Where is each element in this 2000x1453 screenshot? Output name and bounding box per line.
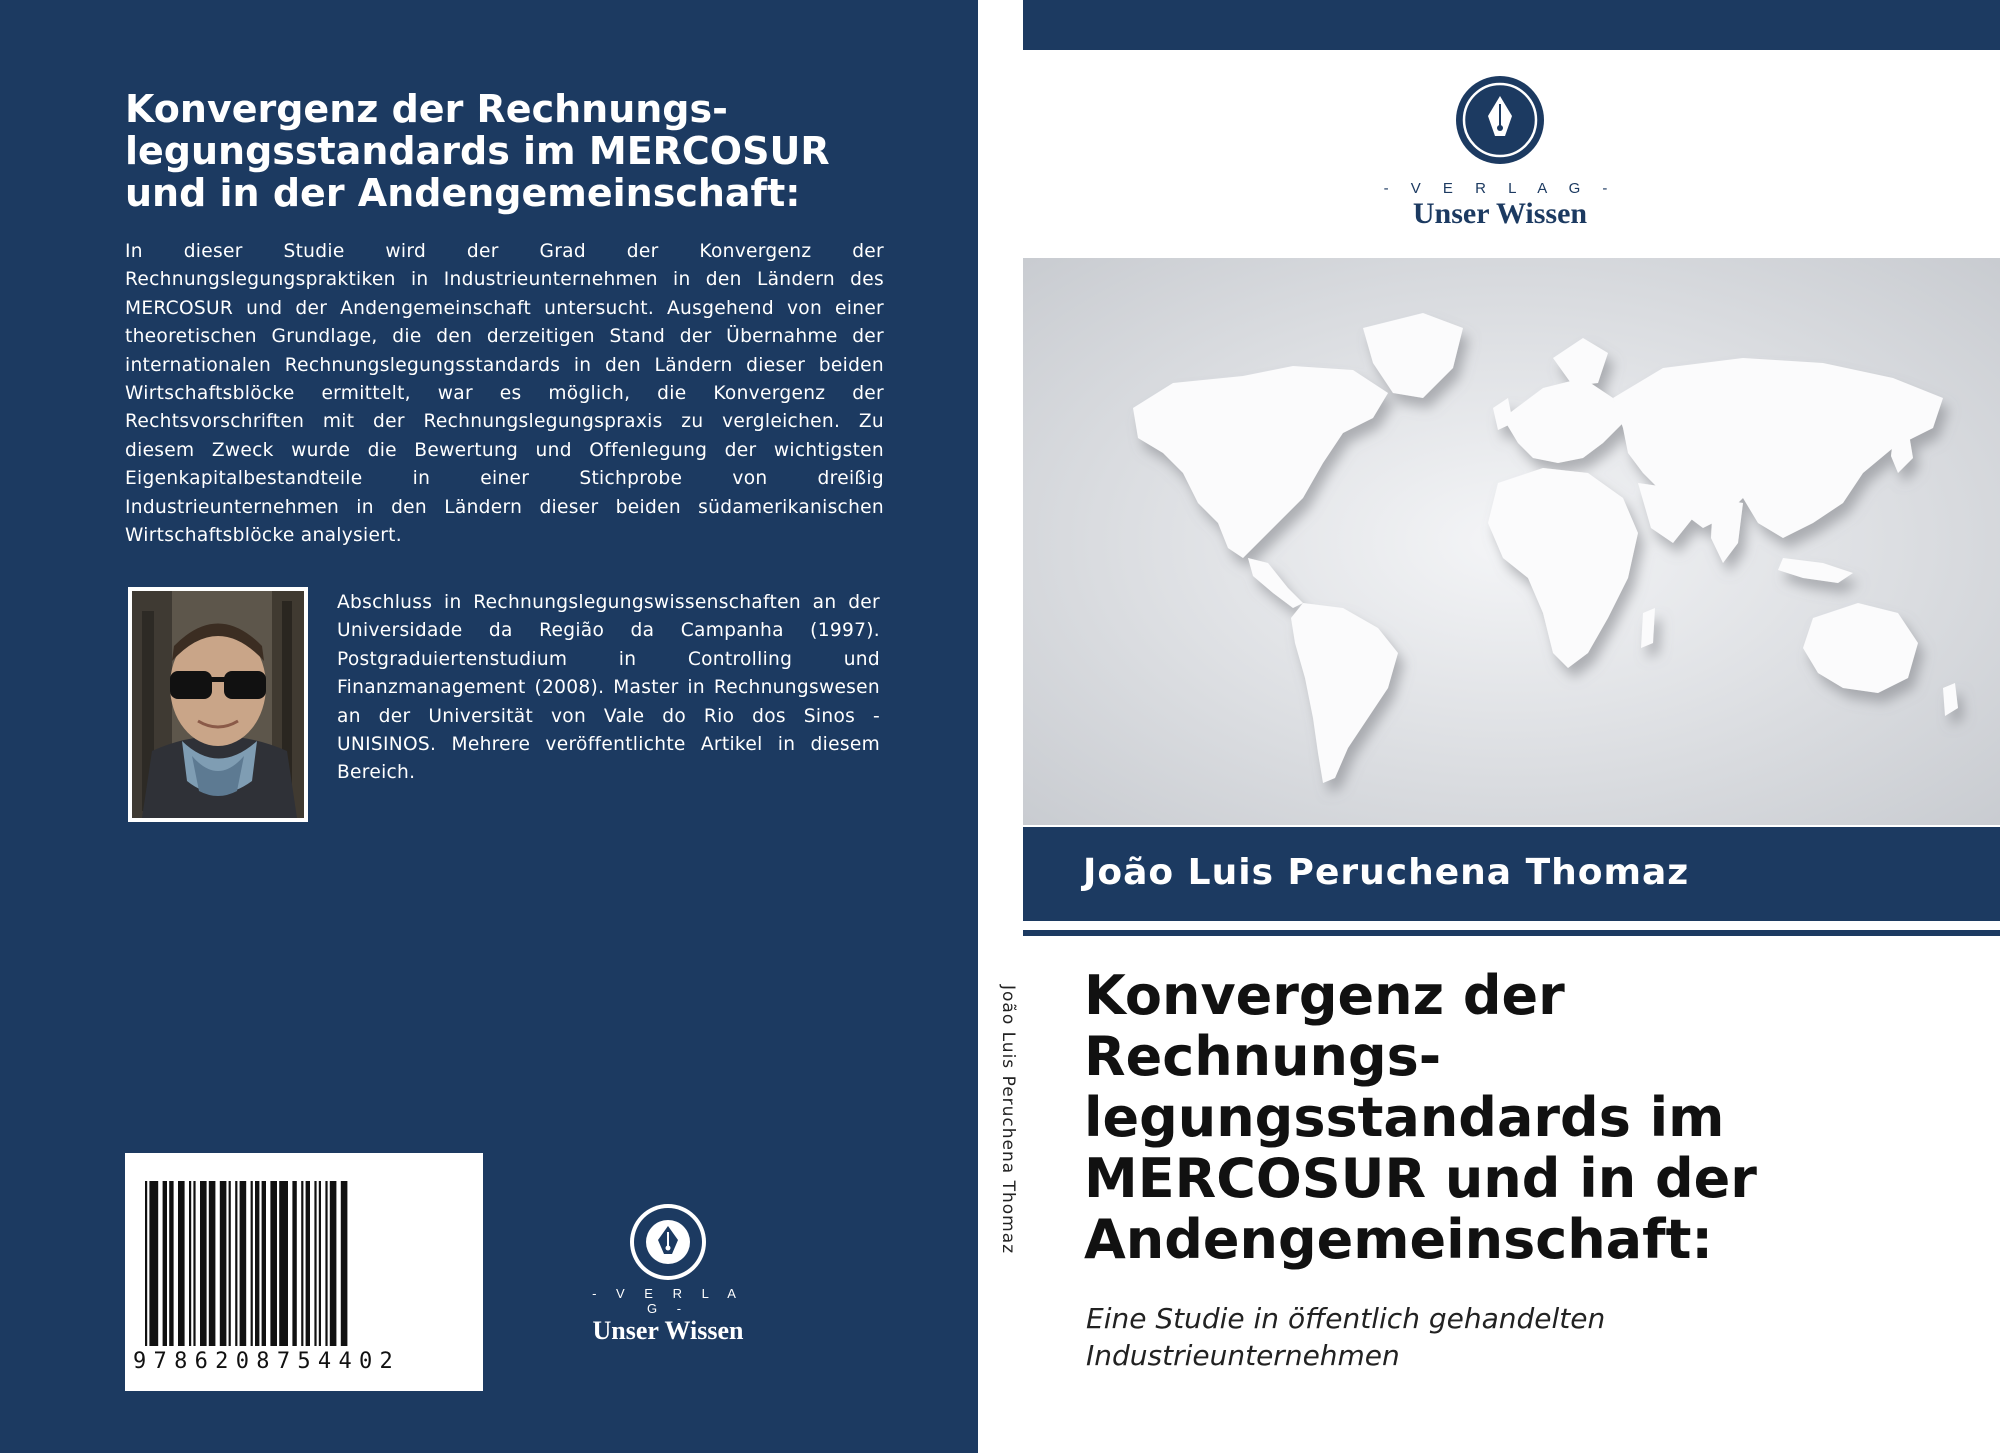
- back-cover-blurb: In dieser Studie wird der Grad der Konvergenz der Rechnungslegungspraktiken in Industrieunternehmen in den Ländern des MERCOSUR und der Andengemeinschaft untersucht. Ausgehend von einer theoretischen Grundlage, die den derzeitigen Stand der Übernahme der internationalen Rechnungslegungsstandards in den Ländern dieser beiden Wirtschaftsblöcke ermittelt, war es möglich, die Konvergenz der Rechtsvorschriften mit der Rechnungslegungspraxis zu vergleichen. Zu diesem Zweck wurde die Bewertung und Offenlegung der wichtigsten Eigenkapitalbestandteile in einer Stichprobe von dreißig Industrieunternehmen in den Ländern dieser beiden südamerikanischen Wirtschaftsblöcke analysiert.: [125, 241, 884, 547]
- barcode-bar: [200, 1181, 207, 1346]
- author-portrait-image: [132, 591, 304, 818]
- back-publisher-logo: [580, 1202, 756, 1346]
- back-logo-name: Unser Wissen: [592, 1316, 744, 1345]
- barcode-bar: [189, 1181, 191, 1346]
- front-author-name: João Luis Peruchena Thomaz: [1083, 852, 1690, 893]
- barcode-bar: [145, 1181, 147, 1346]
- barcode-bar: [178, 1181, 185, 1346]
- barcode-bar: [209, 1181, 216, 1346]
- back-cover-title: Konvergenz der Rechnungs- legungsstandards im MERCOSUR und in der Andengemeinschaft:: [125, 87, 830, 215]
- isbn-digits: 9786208754402: [133, 1349, 401, 1374]
- barcode-bar: [319, 1181, 321, 1346]
- author-portrait: [128, 587, 308, 822]
- barcode-bar: [314, 1181, 316, 1346]
- author-bio: Abschluss in Rechnungslegungswissenschaften an der Universidade da Região da Campanha (1997). Postgraduiertenstudium in Controlling und Finanzmanagement (2008). Master in Rechnungswesen an der Universität von Vale do Rio dos Sinos - UNISINOS. Mehrere veröffentlichte Artikel in diesem Bereich.: [337, 592, 880, 784]
- barcode-bar: [270, 1181, 277, 1346]
- barcode-bar: [229, 1181, 231, 1346]
- barcode-bar: [301, 1181, 303, 1346]
- barcode-bar: [292, 1181, 296, 1346]
- divider-line: [1023, 930, 2000, 936]
- barcode-bar: [255, 1181, 259, 1346]
- barcode-bar: [325, 1181, 327, 1346]
- front-title: Konvergenz der Rechnungs- legungsstandards im MERCOSUR und in der Andengemeinschaft:: [1084, 964, 1757, 1271]
- fountain-pen-nib-icon: [628, 1202, 708, 1282]
- isbn-barcode: [125, 1153, 483, 1391]
- barcode-bars: [125, 1153, 483, 1353]
- barcode-bar: [341, 1181, 348, 1346]
- barcode-bar: [279, 1181, 288, 1346]
- world-map-image: [1023, 258, 2000, 825]
- front-subtitle: Eine Studie in öffentlich gehandelten Industrieunternehmen: [1086, 1302, 1606, 1372]
- barcode-bar: [220, 1181, 227, 1346]
- barcode-bar: [169, 1181, 173, 1346]
- front-logo-name: Unser Wissen: [1412, 197, 1588, 230]
- barcode-bar: [262, 1181, 266, 1346]
- barcode-bar: [306, 1181, 310, 1346]
- spine-author: João Luis Peruchena Thomaz: [998, 985, 1018, 1255]
- barcode-bar: [330, 1181, 337, 1346]
- fountain-pen-nib-icon: [1454, 74, 1546, 166]
- front-top-bar: [1023, 0, 2000, 50]
- barcode-bar: [235, 1181, 237, 1346]
- barcode-bar: [240, 1181, 247, 1346]
- front-logo-verlag: - V E R L A G -: [1383, 180, 1617, 197]
- front-publisher-logo: [1370, 74, 1630, 231]
- barcode-bar: [149, 1181, 158, 1346]
- barcode-bar: [163, 1181, 167, 1346]
- back-logo-verlag: - V E R L A G -: [592, 1286, 744, 1316]
- barcode-bar: [251, 1181, 253, 1346]
- barcode-bar: [193, 1181, 195, 1346]
